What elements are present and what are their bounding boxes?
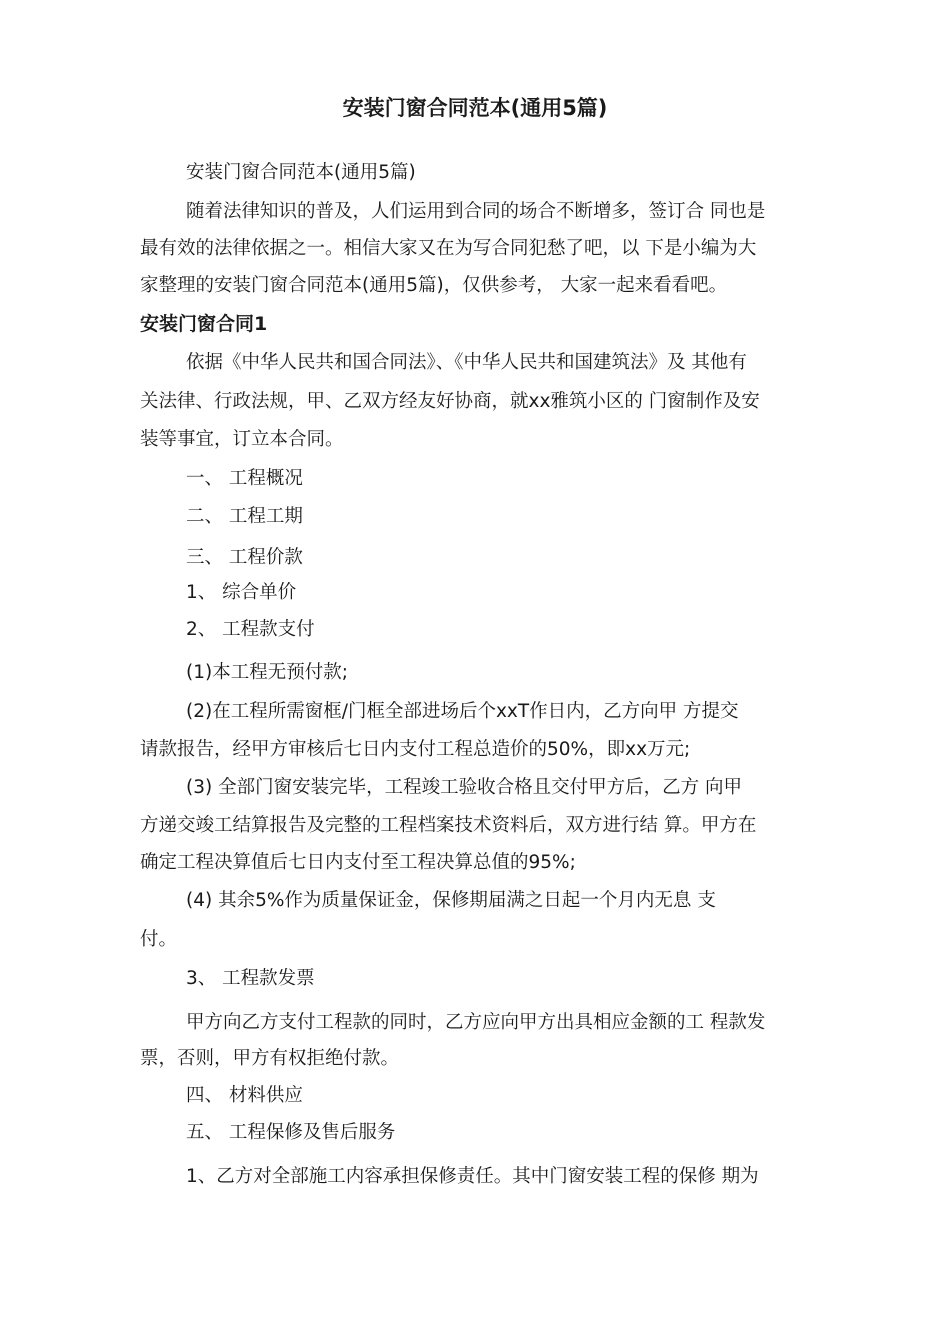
item-project-price: 三、 工程价款 — [186, 547, 303, 568]
item-project-overview: 一、 工程概况 — [186, 468, 303, 489]
intro-line-1: 随着法律知识的普及，人们运用到合同的场合不断增多，签订合 同也是 — [186, 201, 766, 222]
warranty-line-1: 1、乙方对全部施工内容承担保修责任。其中门窗安装工程的保修 期为 — [186, 1166, 759, 1187]
subitem-invoice: 3、 工程款发票 — [186, 968, 315, 989]
basis-line-3: 装等事宜，订立本合同。 — [140, 429, 344, 450]
item-material-supply: 四、 材料供应 — [186, 1085, 303, 1106]
invoice-line-2: 票，否则，甲方有权拒绝付款。 — [140, 1048, 400, 1069]
subitem-unit-price: 1、 综合单价 — [186, 582, 297, 603]
document-title: 安装门窗合同范本(通用5篇) — [342, 96, 608, 120]
basis-line-2: 关法律、行政法规，甲、乙双方经友好协商，就xx雅筑小区的 门窗制作及安 — [140, 391, 760, 412]
payment-clause-3-line-1: (3) 全部门窗安装完毕，工程竣工验收合格且交付甲方后，乙方 向甲 — [186, 777, 742, 798]
section-heading-contract-1: 安装门窗合同1 — [140, 313, 268, 335]
intro-line-3: 家整理的安装门窗合同范本(通用5篇)，仅供参考， 大家一起来看看吧。 — [140, 275, 728, 296]
subitem-payment: 2、 工程款支付 — [186, 619, 315, 640]
subtitle-line: 安装门窗合同范本(通用5篇) — [186, 162, 416, 183]
item-project-period: 二、 工程工期 — [186, 506, 303, 527]
basis-line-1: 依据《中华人民共和国合同法》、《中华人民共和国建筑法》及 其他有 — [186, 352, 747, 373]
item-warranty-service: 五、 工程保修及售后服务 — [186, 1122, 396, 1143]
payment-clause-2-line-2: 请款报告，经甲方审核后七日内支付工程总造价的50%，即xx万元; — [140, 739, 691, 760]
payment-clause-4-line-1: (4) 其余5%作为质量保证金，保修期届满之日起一个月内无息 支 — [186, 890, 716, 911]
payment-clause-3-line-2: 方递交竣工结算报告及完整的工程档案技术资料后，双方进行结 算。甲方在 — [140, 815, 757, 836]
invoice-line-1: 甲方向乙方支付工程款的同时，乙方应向甲方出具相应金额的工 程款发 — [186, 1012, 766, 1033]
payment-clause-3-line-3: 确定工程决算值后七日内支付至工程决算总值的95%; — [140, 852, 576, 873]
intro-line-2: 最有效的法律依据之一。相信大家又在为写合同犯愁了吧，以 下是小编为大 — [140, 238, 757, 259]
payment-clause-1: (1)本工程无预付款; — [186, 662, 348, 683]
payment-clause-2-line-1: (2)在工程所需窗框/门框全部进场后个xxT作日内，乙方向甲 方提交 — [186, 701, 739, 722]
payment-clause-4-line-2: 付。 — [140, 929, 178, 950]
